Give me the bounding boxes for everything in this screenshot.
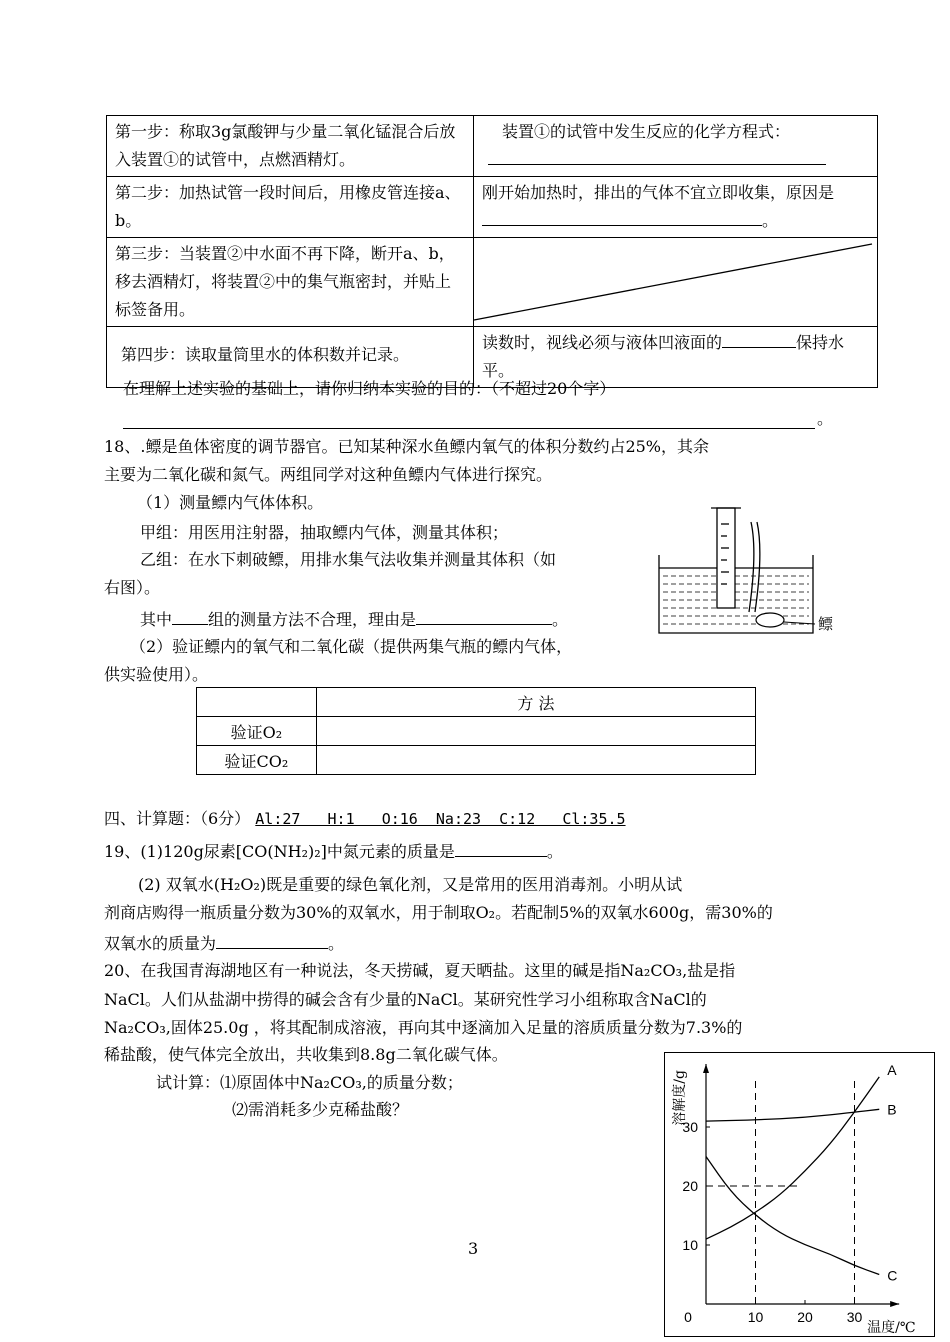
- step-2-end: 。: [762, 211, 779, 230]
- q20-line3: Na₂CO₃,固体25.0g ，将其配制成溶液，再向其中逐滴加入足量的溶质质量分数为7.3%的: [104, 1018, 743, 1037]
- table-row: [107, 177, 878, 238]
- step-3-empty-cell: [474, 238, 878, 327]
- verification-table: [196, 687, 756, 775]
- q18-line1: 18、.鳔是鱼体密度的调节器官。已知某种深水鱼鳔内氧气的体积分数约占25%，其余: [104, 437, 710, 456]
- table-row: [197, 717, 756, 746]
- purpose-prompt: 在理解上述实验的基础上，请你归纳本实验的目的：（不超过20个字）: [123, 379, 616, 398]
- q20-line6: ⑵需消耗多少克稀盐酸？: [232, 1100, 409, 1119]
- q19-p2-line2: 剂商店购得一瓶质量分数为30%的双氧水，用于制取O₂。若配制5%的双氧水600g，需30%的: [104, 903, 773, 922]
- group-blank[interactable]: [172, 606, 208, 625]
- gas-collection-figure: [655, 500, 850, 640]
- q19-p2-end: 。: [328, 934, 345, 953]
- q19-p2-line1: (2) 双氧水(H₂O₂)既是重要的绿色氧化剂，又是常用的医用消毒剂。小明从试: [138, 875, 683, 894]
- q18-yi-1: 乙组：在水下刺破鳔，用排水集气法收集并测量其体积（如: [140, 550, 557, 569]
- chart-frame: [665, 1053, 935, 1337]
- series-line-B: [706, 1109, 879, 1121]
- method-header: 方 法: [316, 688, 755, 717]
- q19-line1: [104, 838, 563, 863]
- q18-jia: 甲组：用医用注射器，抽取鳔内气体，测量其体积；: [140, 523, 509, 542]
- step-2-question: 刚开始加热时，排出的气体不宜立即收集，原因是: [482, 183, 835, 202]
- step-2-answer-cell: [474, 177, 878, 238]
- x-axis-arrow: [890, 1301, 899, 1307]
- reason-blank[interactable]: [482, 207, 762, 226]
- purpose-end: 。: [817, 409, 834, 428]
- table-row: [107, 116, 878, 177]
- q18-part2-b: 供实验使用）。: [104, 665, 209, 684]
- y-tick-label: 30: [682, 1119, 698, 1135]
- q18-part2-a: （2）验证鳔内的氧气和二氧化碳（提供两集气瓶的鳔内气体，: [130, 637, 573, 656]
- reason-blank-q18[interactable]: [416, 606, 552, 625]
- series-line-C: [706, 1157, 879, 1275]
- equation-blank[interactable]: [488, 146, 826, 165]
- series-line-A: [706, 1077, 879, 1239]
- solubility-chart: [664, 1052, 944, 1338]
- q18-q-b: 组的测量方法不合理，理由是: [208, 610, 417, 629]
- q18-part1: （1）测量鳔内气体体积。: [137, 493, 324, 512]
- q20-line4: 稀盐酸，使气体完全放出，共收集到8.8g二氧化碳气体。: [104, 1045, 508, 1064]
- water-hatching: [663, 576, 809, 624]
- table-corner: [197, 688, 317, 717]
- peroxide-mass-blank[interactable]: [216, 930, 328, 949]
- q19-question: 19、(1)120g尿素[CO(NH₂)₂]中氮元素的质量是: [104, 842, 455, 861]
- verify-co2-method[interactable]: [316, 746, 755, 775]
- diagonal-strike: [474, 238, 877, 324]
- graduated-cylinder: [711, 508, 741, 608]
- q20-line2: NaCl。人们从盐湖中捞得的碱会含有少量的NaCl。某研究性学习小组称取含NaCl的: [104, 990, 707, 1009]
- series-label-B: B: [887, 1101, 897, 1118]
- step-3-text: 第三步：当装置②中水面不再下降，断开a、b，移去酒精灯，将装置②中的集气瓶密封，并贴上标签备用。: [107, 238, 474, 327]
- q19-end: 。: [546, 842, 563, 861]
- nitrogen-mass-blank[interactable]: [455, 838, 547, 857]
- q18-yi-2: 右图）。: [104, 578, 161, 597]
- page-number: 3: [468, 1239, 479, 1258]
- step-4-text: 第四步：读取量筒里水的体积数并记录。: [107, 327, 474, 388]
- step-1-question: 装置①的试管中发生反应的化学方程式：: [502, 122, 791, 141]
- verify-o2-method[interactable]: [316, 717, 755, 746]
- purpose-blank[interactable]: [123, 410, 815, 429]
- table-row: [197, 746, 756, 775]
- section4-title: 四、计算题：（6分）: [104, 809, 251, 828]
- meniscus-blank[interactable]: [722, 329, 796, 348]
- step-2-text: 第二步：加热试管一段时间后，用橡皮管连接a、b。: [107, 177, 474, 238]
- water-trough: [659, 555, 813, 633]
- table-row: [197, 688, 756, 717]
- q18-line2: 主要为二氧化碳和氮气。两组同学对这种鱼鳔内气体进行探究。: [104, 465, 553, 484]
- y-axis-arrow: [703, 1064, 709, 1073]
- experiment-steps-table: [106, 115, 878, 388]
- x-axis-title: 温度/℃: [867, 1320, 916, 1336]
- verify-co2-label: 验证CO₂: [197, 746, 317, 775]
- series-label-A: A: [887, 1061, 897, 1078]
- step-1-text: 第一步：称取3g氯酸钾与少量二氧化锰混合后放入装置①的试管中，点燃酒精灯。: [107, 116, 474, 177]
- table-row: [107, 238, 878, 327]
- step-4-question: 读数时，视线必须与液体凹液面的: [482, 333, 723, 352]
- q19-p2-question: 双氧水的质量为: [104, 934, 217, 953]
- probe-rod: [749, 522, 760, 612]
- q19-p2-line3: [104, 930, 344, 955]
- y-tick-label: 20: [682, 1178, 698, 1194]
- x-tick-label: 0: [684, 1309, 692, 1325]
- step-4-end: 保持水平。: [482, 333, 845, 380]
- atomic-masses: Al:27 H:1 O:16 Na:23 C:12 Cl:35.5: [255, 810, 626, 828]
- q20-line1: 20、在我国青海湖地区有一种说法，冬天捞碱，夏天晒盐。这里的碱是指Na₂CO₃,盐是指: [104, 961, 736, 980]
- y-axis-title: 溶解度/g: [672, 1070, 688, 1126]
- step-1-answer-cell: [474, 116, 878, 177]
- x-tick-label: 20: [797, 1309, 813, 1325]
- q18-q-c: 。: [552, 610, 569, 629]
- q18-question: [140, 606, 568, 631]
- bladder-label: 鳔: [818, 615, 834, 633]
- q18-q-a: 其中: [140, 610, 173, 629]
- x-tick-label: 10: [747, 1309, 764, 1325]
- fish-bladder: [756, 613, 784, 627]
- y-tick-label: 10: [682, 1237, 698, 1253]
- q20-line5: 试计算：⑴原固体中Na₂CO₃,的质量分数；: [156, 1073, 463, 1092]
- section4-header: [104, 808, 626, 830]
- verify-o2-label: 验证O₂: [197, 717, 317, 746]
- x-tick-label: 30: [846, 1309, 863, 1325]
- series-label-C: C: [887, 1267, 898, 1284]
